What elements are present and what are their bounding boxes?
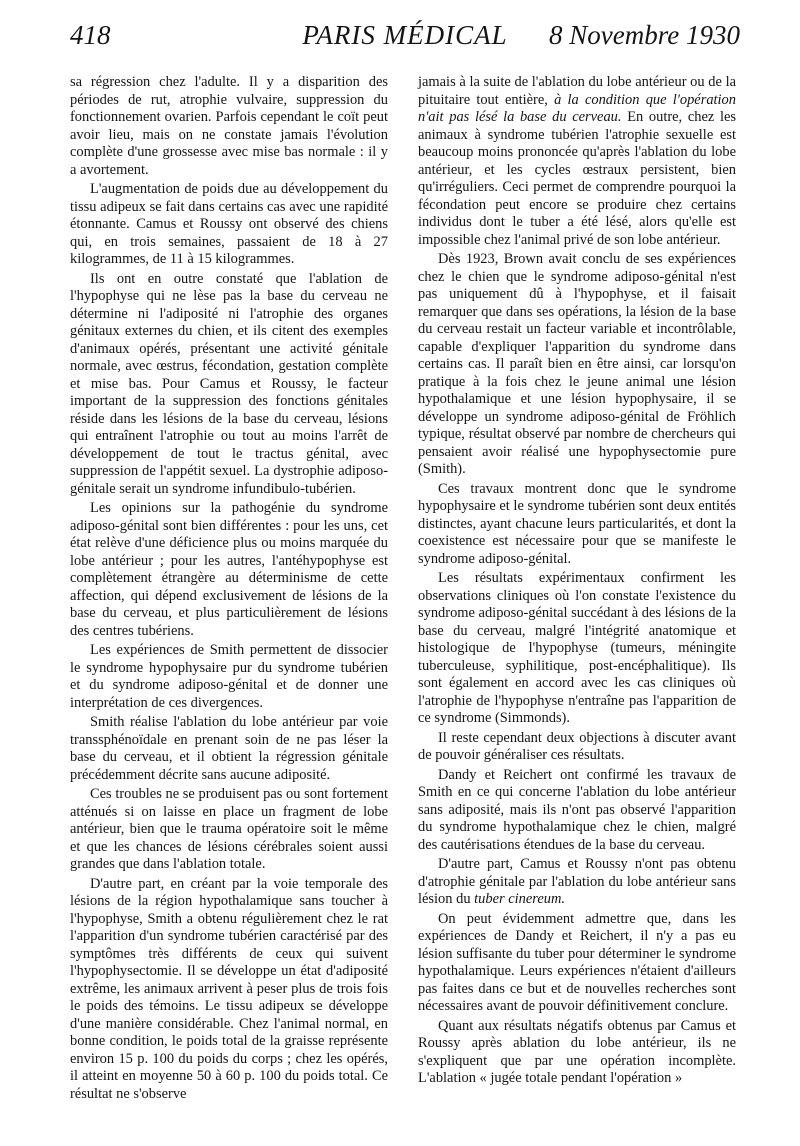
paragraph: On peut évidemment admettre que, dans les expériences de Dandy et Reichert, il n'y a pas eu lésion suffisante du tuber pour déterminer le syndrome hypothalamique. Leurs expériences n'étaient d'ailleurs pas faites dans ce but et de nouvelles recherches sont nécessaires avant de pouvoir définitivement conclure. [418, 910, 736, 1014]
paragraph [418, 74, 736, 249]
paragraph: L'augmentation de poids due au développement du tissu adipeux se fait dans certains cas avec une rapidité étonnante. Camus et Roussy ont observé des chiens qui, en trois semaines, passaient de 18 à 27 kilogrammes, de 11 à 15 kilogrammes. [70, 181, 388, 267]
left-column [70, 74, 388, 1105]
paragraph [418, 856, 736, 909]
right-column [418, 74, 736, 1090]
text-run: D'autre part, Camus et Roussy n'ont pas obtenu d'atrophie génitale par l'ablation du lobe antérieur sans lésion du [418, 856, 736, 907]
paragraph: Dandy et Reichert ont confirmé les travaux de Smith en ce qui concerne l'ablation du lobe antérieur sans adiposité, mais ils n'ont pas observé l'apparition du syndrome hypothalamique chez le chien, malgré des cautérisations étendues de la base du cerveau. [418, 766, 736, 853]
paragraph: Smith réalise l'ablation du lobe antérieur par voie transsphénoïdale en prenant soin de ne pas léser la base du cerveau, et il obtient la régression génitale précédemment décrite sans aucune adiposité. [70, 714, 388, 783]
paragraph: D'autre part, en créant par la voie temporale des lésions de la région hypothalamique sans toucher à l'hypophyse, Smith a obtenu régulièrement chez le rat l'apparition d'un syndrome tubérien caractérisé par des symptômes très différents de ceux qui suivent l'hypophysectomie. Il se développe un état d'adiposité extrême, les animaux arrivent à peser plus de trois fois le poids des témoins. Le tissu adipeux se développe d'une manière considérable. Chez l'animal normal, en bonne condition, le poids total de la graisse représente environ 15 p. 100 du poids du corps ; chez les opérés, il atteint en moyenne 50 à 60 p. 100 du poids total. Ce résultat ne s'observe [70, 875, 388, 1102]
paragraph: Quant aux résultats négatifs obtenus par Camus et Roussy après ablation du lobe antérieur, ils ne s'expliquent que par une opération incomplète. L'ablation « jugée totale pendant l'opération » [418, 1017, 736, 1086]
text-run: jamais à la suite de l'ablation du lobe antérieur ou de la pituitaire tout entière, [418, 74, 736, 108]
journal-title: PARIS MÉDICAL [302, 20, 508, 50]
text-run: En outre, chez les animaux à syndrome tubérien l'atrophie sexuelle est beaucoup moins prononcée qu'après l'ablation du lobe antérieur, et les cycles œstraux persistent, bien qu'irréguliers. Ceci permet de comprendre pourquoi la fécondation peut encore se produire chez certains individus dont le tuber a été lésé, alors qu'elle est impossible chez l'animal privé de son lobe antérieur. [418, 109, 736, 248]
paragraph: Les expériences de Smith permettent de dissocier le syndrome hypophysaire pur du syndrome tubérien et du syndrome adiposo-génital et de donner une interprétation de ces divergences. [70, 642, 388, 711]
issue-date: 8 Novembre 1930 [549, 20, 740, 50]
page-header [70, 14, 740, 58]
paragraph: Ces travaux montrent donc que le syndrome hypophysaire et le syndrome tubérien sont deux entités distinctes, ayant chacune leurs particularités, et dont la coexistence est nécessaire pour que se manifeste le syndrome adiposo-génital. [418, 480, 736, 567]
paragraph: Ils ont en outre constaté que l'ablation de l'hypophyse qui ne lèse pas la base du cerveau ne détermine ni l'adiposité ni l'atrophie des organes génitaux externes du chien, et ils citent des exemples d'animaux opérés, présentant une activité génitale normale, avec œstrus, fécondation, gestation complète et mise bas. Pour Camus et Roussy, le facteur important de la suppression des fonctions génitales réside dans les lésions de la base du cerveau, lésions qui entraînent l'atrophie ou tout au moins l'arrêt de développement de tout le tractus génital, avec suppression de l'appétit sexuel. La dystrophie adiposo-génitale serait un syndrome infundibulo-tubérien. [70, 270, 388, 497]
italic-text-run: à la condition que l'opération n'ait pas lésé la base du cerveau. [418, 91, 736, 125]
paragraph: Les résultats expérimentaux confirment les observations cliniques où l'on constate l'existence du syndrome adiposo-génital succédant à des lésions de la base du cerveau, malgré l'intégrité anatomique et histologique de l'hypophyse (tumeurs, méningite tuberculeuse, syphilitique, post-encéphalitique). Ils sont également en accord avec les cas cliniques où l'atrophie de l'hypophyse n'entraîne pas l'apparition de ce syndrome (Simmonds). [418, 570, 736, 726]
page-number: 418 [70, 20, 111, 50]
paragraph: sa régression chez l'adulte. Il y a disparition des périodes de rut, atrophie vulvaire, suppression du fonctionnement ovarien. Parfois cependant le coït peut avoir lieu, mais on ne constate jamais l'évolution complète d'une grossesse avec mise bas normale : il y a avortement. [70, 74, 388, 178]
paragraph: Il reste cependant deux objections à discuter avant de pouvoir généraliser ces résultats. [418, 729, 736, 763]
paragraph: Les opinions sur la pathogénie du syndrome adiposo-génital sont bien différentes : pour les uns, cet état relève d'une déficience plus ou moins marquée du lobe antérieur ; pour les autres, l'antéhypophyse est complètement étrangère au déterminisme de cette affection, qui dépend exclusivement de lésions de la base du cerveau, et plus particulièrement de lésions des centres tubériens. [70, 500, 388, 639]
paragraph: Ces troubles ne se produisent pas ou sont fortement atténués si on laisse en place un fragment de lobe antérieur, bien que le trauma opératoire soit le même et que les chances de lésions cérébrales soient aussi grandes que dans l'ablation totale. [70, 786, 388, 872]
italic-text-run: tuber cinereum. [474, 891, 566, 907]
paragraph: Dès 1923, Brown avait conclu de ses expériences chez le chien que le syndrome adiposo-génital n'est pas uniquement dû à l'hypophyse, et il faisait remarquer que dans ses opérations, la lésion de la base du cerveau restait un facteur variable et incontrôlable, capable d'expliquer l'apparition du syndrome dans certains cas. Il paraît bien en être ainsi, car lorsqu'on pratique à la fois chez le jeune animal une lésion hypothalamique et une lésion hypophysaire, il se développe un syndrome adiposo-génital de Fröhlich typique, résultat observé par nombre de chercheurs qui pensaient avoir réalisé une hypophysectomie pure (Smith). [418, 251, 736, 477]
